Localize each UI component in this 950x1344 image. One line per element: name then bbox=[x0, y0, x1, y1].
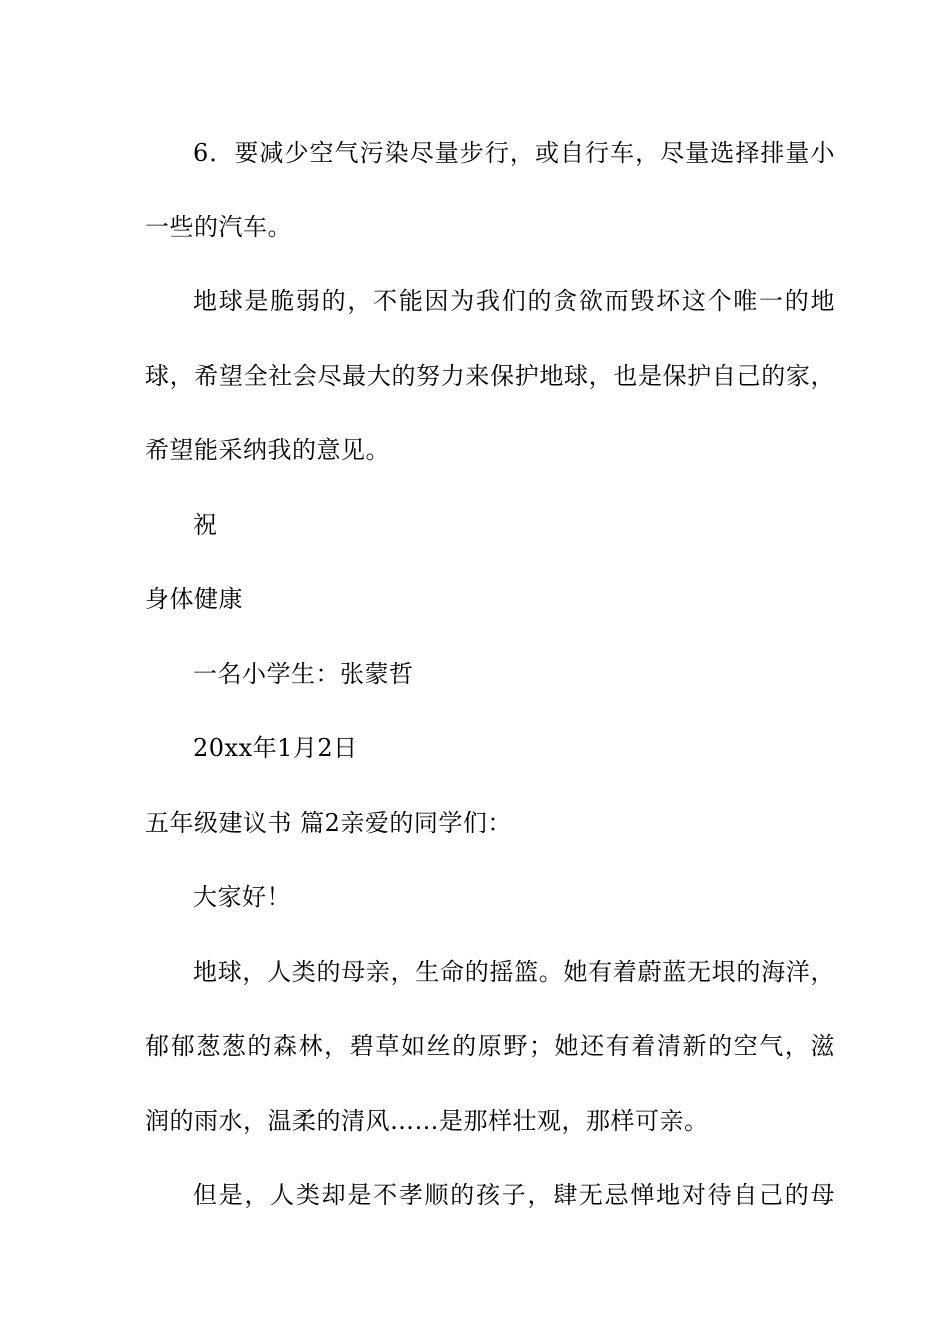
paragraph-line: 球，希望全社会尽最大的努力来保护地球，也是保护自己的家， bbox=[145, 362, 835, 390]
paragraph-line: 润的雨水，温柔的清风……是那样壮观，那样可亲。 bbox=[145, 1107, 709, 1135]
salutation-line: 祝 bbox=[193, 511, 218, 539]
paragraph-line: 郁郁葱葱的森林，碧草如丝的原野；她还有着清新的空气，滋 bbox=[145, 1032, 835, 1060]
paragraph-line: 6．要减少空气污染尽量步行，或自行车，尽量选择排量小 bbox=[193, 139, 835, 167]
paragraph-line: 地球是脆弱的，不能因为我们的贪欲而毁坏这个唯一的地 bbox=[193, 287, 835, 315]
paragraph-line: 希望能采纳我的意见。 bbox=[145, 436, 390, 464]
paragraph-line: 地球，人类的母亲，生命的摇篮。她有着蔚蓝无垠的海洋， bbox=[193, 958, 835, 986]
paragraph-line: 一些的汽车。 bbox=[145, 213, 292, 241]
greeting-line: 大家好！ bbox=[193, 883, 291, 911]
section-heading: 五年级建议书 篇2亲爱的同学们： bbox=[145, 809, 512, 837]
paragraph-line: 但是，人类却是不孝顺的孩子，肆无忌惮地对待自己的母 bbox=[193, 1181, 835, 1209]
closing-wish: 身体健康 bbox=[145, 585, 243, 613]
signature-line: 一名小学生：张蒙哲 bbox=[193, 660, 414, 688]
date-line: 20xx年1月2日 bbox=[193, 734, 358, 762]
